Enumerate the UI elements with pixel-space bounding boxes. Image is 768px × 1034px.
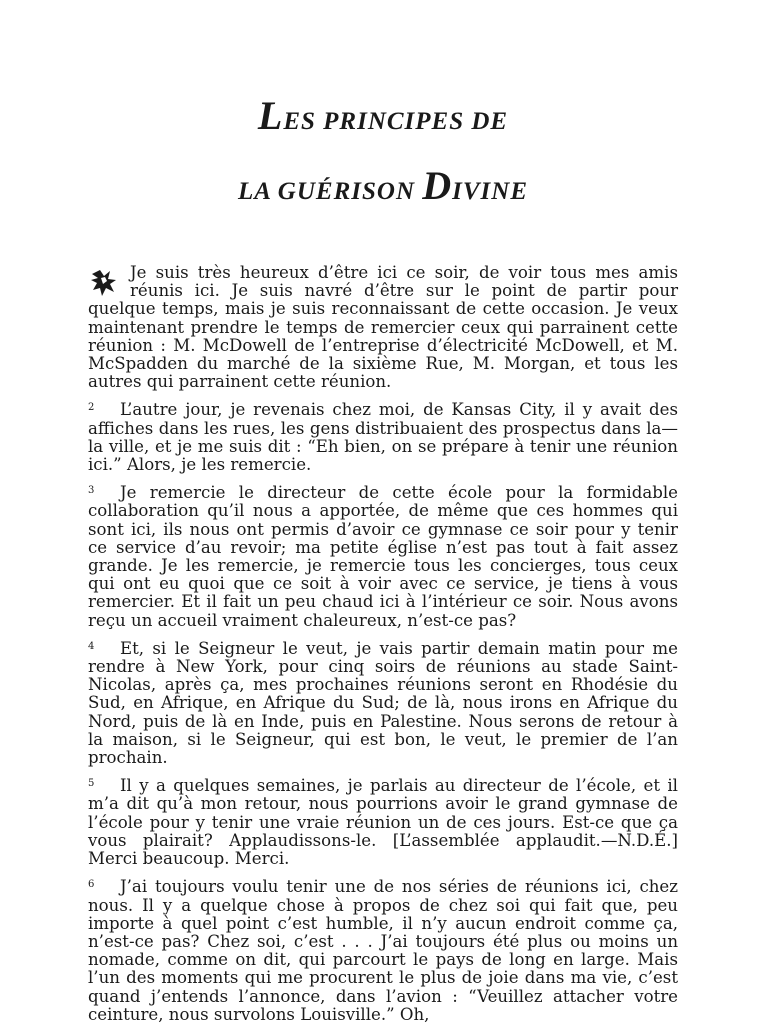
title-drop-cap-1: L	[257, 93, 284, 138]
paragraph-number: 6	[88, 879, 95, 891]
paragraph-number: 3	[88, 485, 95, 497]
eagle-logo-icon	[88, 266, 122, 300]
paragraph-number: 4	[88, 640, 95, 652]
paragraph-6	[88, 878, 678, 1024]
paragraph-text: L’autre jour, je revenais chez moi, de Kansas City, il y avait des affiches dans les rues, les gens distribuaient des prospectus dans la—la ville, et je me suis dit : “Eh bien, on se prépare à tenir une réunion ici.” Alors, je les remercie.	[88, 400, 678, 475]
paragraph-5	[88, 777, 678, 868]
title-line-2	[88, 154, 678, 224]
title-line-2-rest: IVINE	[452, 178, 529, 205]
paragraph-1	[88, 264, 678, 391]
paragraph-text: Et, si le Seigneur le veut, je vais partir demain matin pour me rendre à New York, pour cinq soirs de réunions au stade Saint-Nicolas, après ça, mes prochaines réunions seront en Rhodésie du Sud, en Afrique, en Afrique du Sud; de là, nous irons en Afrique du Nord, puis de là en Inde, puis en Palestine. Nous serons de retour à la maison, si le Seigneur, qui est bon, le veut, le premier de l’an prochain.	[88, 638, 678, 768]
paragraph-number: 5	[88, 778, 95, 790]
paragraph-text: Il y a quelques semaines, je parlais au directeur de l’école, et il m’a dit qu’à mon retour, nous pourrions avoir le grand gymnase de l’école pour y tenir une vraie réunion un de ces jours. Est-ce que ça vous plairait? Applaudissons-le. [L’assemblée applaudit.—N.D.É.] Merci beaucoup. Merci.	[88, 776, 678, 869]
paragraph-text: Je remercie le directeur de cette école pour la formidable collaboration qu’il nous a apportée, de même que ces hommes qui sont ici, ils nous ont permis d’avoir ce gymnase ce soir pour y tenir ce service d’au revoir; ma petite église n’est pas tout à fait assez grande. Je les remercie, je remercie tous les concierges, tous ceux qui ont eu quoi que ce soit à voir avec ce service, je tiens à vous remercier. Et il fait un peu chaud ici à l’intérieur ce soir. Nous avons reçu un accueil vraiment chaleureux, n’est-ce pas?	[88, 483, 678, 630]
paragraph-number: 2	[88, 402, 95, 414]
paragraph-4	[88, 640, 678, 767]
title-line-1	[88, 84, 678, 154]
paragraph-2	[88, 401, 678, 474]
paragraph-3	[88, 484, 678, 630]
title-line-2-start: LA GUÉRISON	[237, 178, 423, 205]
title-line-1-text: ES PRINCIPES DE	[283, 108, 509, 135]
title-drop-cap-2: D	[422, 163, 453, 208]
document-page	[88, 84, 678, 1034]
sermon-body	[88, 264, 678, 1024]
sermon-title	[88, 84, 678, 224]
paragraph-text: J’ai toujours voulu tenir une de nos séries de réunions ici, chez nous. Il y a quelque chose à propos de chez soi qui fait que, peu importe à quel point c’est humble, il n’y aucun endroit comme ça, n’est-ce pas? Chez soi, c’est . . . J’ai toujours été plus ou moins un nomade, comme on dit, qui parcourt le pays de long en large. Mais l’un des moments qui me procurent le plus de joie dans ma vie, c’est quand j’entends l’annonce, dans l’avion : “Veuillez attacher votre ceinture, nous survolons Louisville.” Oh,	[88, 877, 678, 1024]
paragraph-text: Je suis très heureux d’être ici ce soir, de voir tous mes amis réunis ici. Je suis navré d’être sur le point de partir pour quelque temps, mais je suis reconnaissant de cette occasion. Je veux maintenant prendre le temps de remercier ceux qui parrainent cette réunion : M. McDowell de l’entreprise d’électricité McDowell, et M. McSpadden du marché de la sixième Rue, M. Morgan, et tous les autres qui parrainent cette réunion.	[88, 263, 678, 392]
